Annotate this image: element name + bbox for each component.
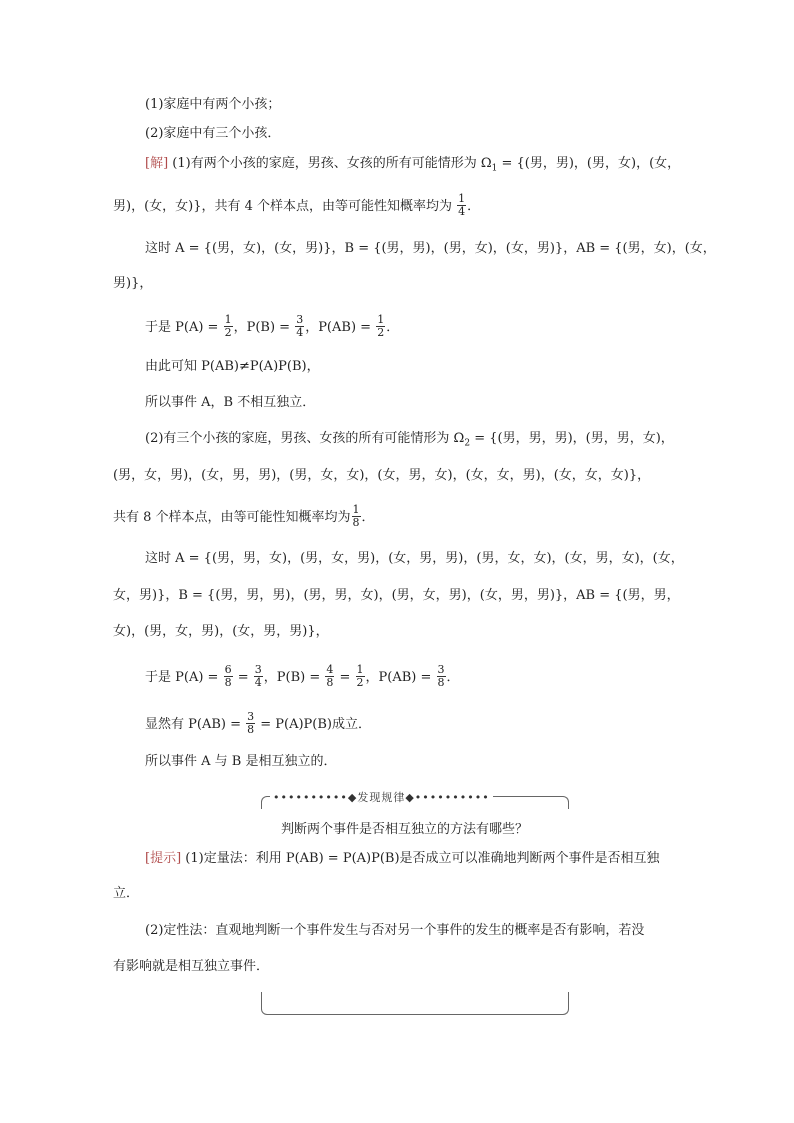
text: = {(男，男)，(男，女)，(女， <box>497 156 681 171</box>
solution-line-4: 男)}， <box>113 276 153 291</box>
fraction: $\frac{1}{4}$ <box>458 192 466 218</box>
solution-line-15: 显然有 P(AB) = $\frac{3}{8}$ = P(A)P(B)成立． <box>145 710 372 736</box>
fraction: $\frac{6}{8}$ <box>224 663 232 689</box>
subscript: 1 <box>491 163 498 174</box>
solution-line-7: 所以事件 A，B 不相互独立． <box>145 395 316 410</box>
solution-line-14: 于是 P(A) = $\frac{6}{8}$ = $\frac{3}{4}$ ，P(B) = $\frac{4}{8}$ = $\frac{1}{2}$ ，P(AB) = $\frac{3}{8}$ ． <box>145 663 460 689</box>
fraction: $\frac{4}{8}$ <box>326 663 334 689</box>
text: 男)，(女，女)}，共有 4 个样本点，由等可能性知概率均为 <box>113 199 453 214</box>
hint-line-1: [提示] (1)定量法：利用 P(AB) = P(A)P(B)是否成立可以准确地判断两个事件是否相互独 <box>145 851 660 866</box>
solution-line-6: 由此可知 P(AB)≠P(A)P(B)， <box>145 359 320 374</box>
hint-line-3: (2)定性法：直观地判断一个事件发生与否对另一个事件的发生的概率是否有影响，若没 <box>145 923 645 938</box>
solution-line-11: 这时 A = {(男，男，女)，(男，女，男)，(女，男，男)，(男，女，女)，(女，男，女)，(女， <box>145 551 684 566</box>
rule-question: 判断两个事件是否相互独立的方法有哪些？ <box>281 822 529 837</box>
solution-line-2: 男)，(女，女)}，共有 4 个样本点，由等可能性知概率均为 $\frac{1}{4}$ ． <box>113 192 481 218</box>
fraction: $\frac{1}{2}$ <box>356 663 364 689</box>
fraction: $\frac{3}{4}$ <box>296 313 304 339</box>
solution-line-3: 这时 A = {(男，女)，(女，男)}，B = {(男，男)，(男，女)，(女，男)}，AB = {(男，女)，(女， <box>145 241 716 256</box>
fraction: $\frac{1}{2}$ <box>377 313 385 339</box>
subscript: 2 <box>464 438 471 449</box>
fraction: $\frac{3}{8}$ <box>247 710 255 736</box>
rule-box-title: ••••••••••◆发现规律◆•••••••••• <box>270 789 493 805</box>
solution-line-5: 于是 P(A) = $\frac{1}{2}$ ，P(B) = $\frac{3}{4}$ ，P(AB) = $\frac{1}{2}$ ． <box>145 313 400 339</box>
text: (1)有两个小孩的家庭，男孩、女孩的所有可能情形为 Ω <box>172 156 492 171</box>
fraction: $\frac{1}{2}$ <box>224 313 232 339</box>
solution-line-9: (男，女，男)，(女，男，男)，(男，女，女)，(女，男，女)，(女，女，男)，(女，女，女)}， <box>113 468 651 483</box>
solution-line-12: 女，男)}，B = {(男，男，男)，(男，男，女)，(男，女，男)，(女，男，男)}，AB = {(男，男， <box>113 588 680 603</box>
solution-line-16: 所以事件 A 与 B 是相互独立的． <box>145 754 337 769</box>
solution-line-1 <box>145 155 680 178</box>
hint-line-4: 有影响就是相互独立事件． <box>113 959 270 974</box>
solution-tag: [解] <box>145 156 169 171</box>
hint-tag: [提示] <box>145 851 182 866</box>
fraction: $\frac{1}{8}$ <box>352 503 360 529</box>
hint-line-2: 立． <box>113 886 140 901</box>
question-2: (2)家庭中有三个小孩． <box>145 126 281 141</box>
solution-line-10: 共有 8 个样本点，由等可能性知概率均为 $\frac{1}{8}$ ． <box>113 503 375 529</box>
rule-box-bottom-border <box>261 992 569 1015</box>
question-1: (1)家庭中有两个小孩； <box>145 97 281 112</box>
fraction: $\frac{3}{4}$ <box>254 663 262 689</box>
fraction: $\frac{3}{8}$ <box>437 663 445 689</box>
solution-line-8: (2)有三个小孩的家庭，男孩、女孩的所有可能情形为 $\Omega_2$ = {(男，男，男)，(男，男，女)， <box>145 431 674 449</box>
solution-line-13: 女)，(男，女，男)，(女，男，男)}， <box>113 624 329 639</box>
